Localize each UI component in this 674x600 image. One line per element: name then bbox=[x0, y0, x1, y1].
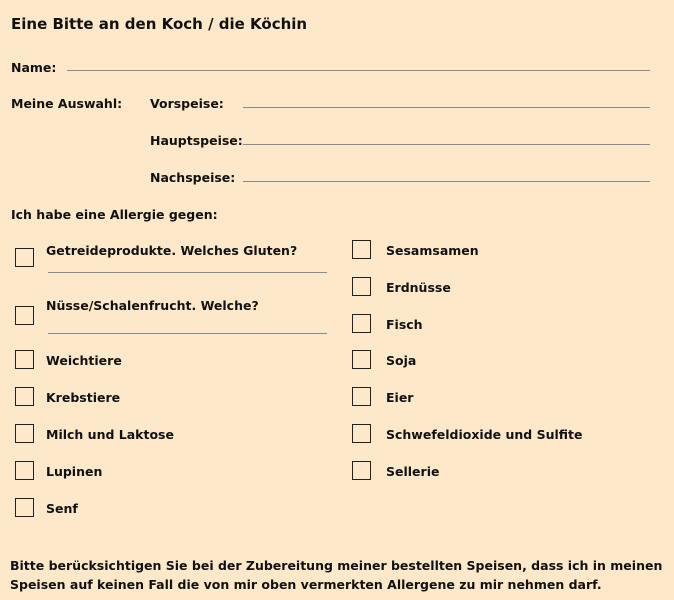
vorspeise-field[interactable] bbox=[243, 107, 650, 108]
checkbox-sesam[interactable] bbox=[352, 240, 371, 259]
checkbox-nuesse[interactable] bbox=[15, 306, 34, 325]
label-lupinen: Lupinen bbox=[46, 464, 103, 479]
label-sellerie: Sellerie bbox=[386, 464, 440, 479]
checkbox-erdnuesse[interactable] bbox=[352, 277, 371, 296]
label-nuesse: Nüsse/Schalenfrucht. Welche? bbox=[46, 298, 259, 313]
checkbox-lupinen[interactable] bbox=[15, 461, 34, 480]
checkbox-weichtiere[interactable] bbox=[15, 350, 34, 369]
nuesse-detail-field[interactable] bbox=[48, 333, 327, 334]
page-title: Eine Bitte an den Koch / die Köchin bbox=[11, 15, 308, 33]
name-field[interactable] bbox=[67, 70, 650, 71]
hauptspeise-field[interactable] bbox=[243, 144, 650, 145]
checkbox-eier[interactable] bbox=[352, 387, 371, 406]
label-milch: Milch und Laktose bbox=[46, 427, 174, 442]
checkbox-gluten[interactable] bbox=[15, 248, 34, 267]
checkbox-senf[interactable] bbox=[15, 498, 34, 517]
footer-note: Bitte berücksichtigen Sie bei der Zubereitung meiner bestellten Speisen, dass ich in meinen Speisen auf keinen Fall die von mir oben vermerkten Allergene zu mir nehmen darf. bbox=[10, 558, 663, 592]
nachspeise-field[interactable] bbox=[243, 181, 650, 182]
checkbox-sellerie[interactable] bbox=[352, 461, 371, 480]
label-soja: Soja bbox=[386, 353, 417, 368]
checkbox-soja[interactable] bbox=[352, 350, 371, 369]
label-krebstiere: Krebstiere bbox=[46, 390, 121, 405]
label-weichtiere: Weichtiere bbox=[46, 353, 122, 368]
label-eier: Eier bbox=[386, 390, 414, 405]
gluten-detail-field[interactable] bbox=[48, 272, 327, 273]
label-senf: Senf bbox=[46, 501, 78, 516]
label-erdnuesse: Erdnüsse bbox=[386, 280, 451, 295]
hauptspeise-label: Hauptspeise: bbox=[150, 133, 243, 148]
auswahl-label: Meine Auswahl: bbox=[11, 96, 123, 111]
checkbox-schwefel[interactable] bbox=[352, 424, 371, 443]
label-schwefel: Schwefeldioxide und Sulfite bbox=[386, 427, 583, 442]
vorspeise-label: Vorspeise: bbox=[150, 96, 224, 111]
name-label: Name: bbox=[11, 60, 57, 75]
allergy-heading: Ich habe eine Allergie gegen: bbox=[11, 207, 218, 222]
nachspeise-label: Nachspeise: bbox=[150, 170, 236, 185]
checkbox-milch[interactable] bbox=[15, 424, 34, 443]
label-sesam: Sesamsamen bbox=[386, 243, 479, 258]
label-gluten: Getreideprodukte. Welches Gluten? bbox=[46, 243, 298, 258]
checkbox-fisch[interactable] bbox=[352, 314, 371, 333]
checkbox-krebstiere[interactable] bbox=[15, 387, 34, 406]
label-fisch: Fisch bbox=[386, 317, 423, 332]
